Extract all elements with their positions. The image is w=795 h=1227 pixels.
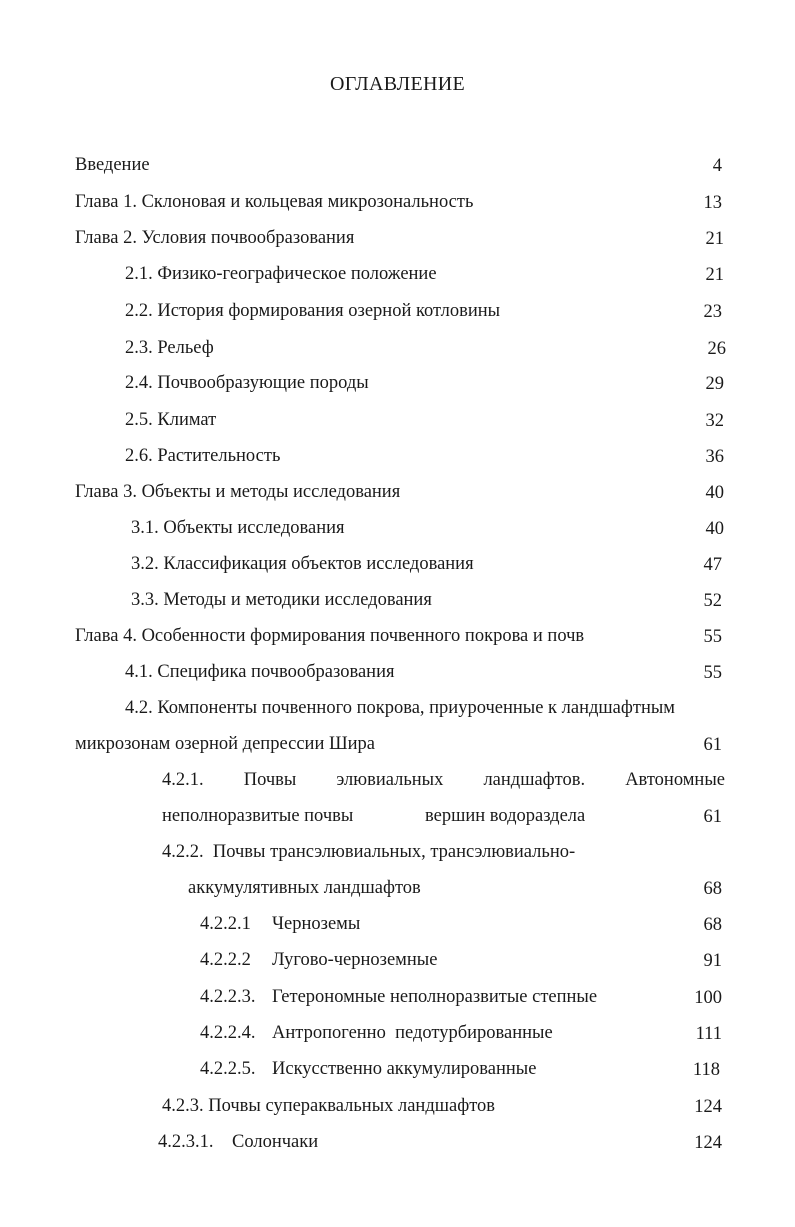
toc-entry-4-2: 4.2. Компоненты почвенного покрова, приуроченные к ландшафтным bbox=[125, 698, 675, 718]
toc-page-number: 118 bbox=[692, 1060, 720, 1080]
toc-page-number: 13 bbox=[703, 193, 722, 213]
toc-page-number: 47 bbox=[703, 555, 722, 575]
toc-entry-4-2-2-3: Гетерономные неполноразвитые степные bbox=[272, 987, 598, 1007]
toc-entry-4-2-3-1: Солончаки bbox=[232, 1132, 319, 1152]
toc-entry-2-1: 2.1. Физико-географическое положение bbox=[125, 264, 437, 284]
toc-page-number: 124 bbox=[694, 1097, 722, 1117]
toc-page-number: 52 bbox=[703, 591, 722, 611]
toc-entry-number: 4.2.2.4. bbox=[200, 1023, 256, 1043]
toc-entry-chapter-4: Глава 4. Особенности формирования почвенного покрова и почв bbox=[75, 626, 585, 646]
toc-page-number: 32 bbox=[705, 411, 724, 431]
toc-page-number: 29 bbox=[705, 374, 724, 394]
toc-entry-2-4: 2.4. Почвообразующие породы bbox=[125, 373, 369, 393]
toc-entry-4-2-2: 4.2.2. Почвы трансэлювиальных, трансэлювиально- bbox=[162, 842, 576, 862]
toc-entry-2-5: 2.5. Климат bbox=[125, 410, 217, 430]
toc-entry-4-2-3: 4.2.3. Почвы супераквальных ландшафтов bbox=[162, 1096, 496, 1116]
toc-page-number: 68 bbox=[703, 915, 722, 935]
toc-page-number: 26 bbox=[707, 339, 726, 359]
toc-entry-2-3: 2.3. Рельеф bbox=[125, 338, 214, 358]
toc-entry-4-2-1-cont2: вершин водораздела bbox=[425, 806, 586, 826]
toc-entry-4-2-2-cont: аккумулятивных ландшафтов bbox=[188, 878, 421, 898]
toc-page-number: 40 bbox=[705, 483, 724, 503]
toc-page-number: 40 bbox=[705, 519, 724, 539]
toc-entry-4-1: 4.1. Специфика почвообразования bbox=[125, 662, 395, 682]
toc-entry-4-2-1-cont: неполноразвитые почвы bbox=[162, 806, 354, 826]
toc-entry-2-2: 2.2. История формирования озерной котловины bbox=[125, 301, 501, 321]
toc-page-number: 111 bbox=[695, 1024, 722, 1044]
page-title: ОГЛАВЛЕНИЕ bbox=[330, 73, 465, 95]
toc-page-number: 124 bbox=[694, 1133, 722, 1153]
toc-entry-chapter-3: Глава 3. Объекты и методы исследования bbox=[75, 482, 401, 502]
toc-page-number: 21 bbox=[705, 265, 724, 285]
toc-entry-number: 4.2.2.5. bbox=[200, 1059, 256, 1079]
toc-page-number: 68 bbox=[703, 879, 722, 899]
toc-word: Автономные bbox=[625, 770, 725, 790]
toc-page-number: 21 bbox=[705, 229, 724, 249]
toc-entry-number: 4.2.2.1 bbox=[200, 914, 251, 934]
toc-word: Почвы bbox=[243, 770, 297, 790]
toc-entry-intro: Введение bbox=[75, 155, 150, 175]
toc-entry-4-2-2-1: Черноземы bbox=[272, 914, 361, 934]
toc-entry-chapter-1: Глава 1. Склоновая и кольцевая микрозональность bbox=[75, 192, 474, 212]
toc-entry-3-3: 3.3. Методы и методики исследования bbox=[131, 590, 432, 610]
toc-page-number: 23 bbox=[703, 302, 722, 322]
toc-entry-number: 4.2.2.2 bbox=[200, 950, 251, 970]
toc-entry-number: 4.2.2.3. bbox=[200, 987, 256, 1007]
toc-entry-3-2: 3.2. Классификация объектов исследования bbox=[131, 554, 474, 574]
toc-entry-4-2-2-5: Искусственно аккумулированные bbox=[272, 1059, 537, 1079]
toc-entry-number: 4.2.3.1. bbox=[158, 1132, 214, 1152]
toc-word: ландшафтов. bbox=[483, 770, 586, 790]
toc-page-number: 61 bbox=[703, 735, 722, 755]
toc-entry-3-1: 3.1. Объекты исследования bbox=[131, 518, 345, 538]
toc-page-number: 100 bbox=[694, 988, 722, 1008]
toc-word: элювиальных bbox=[336, 770, 444, 790]
toc-page-number: 55 bbox=[703, 627, 722, 647]
toc-page-number: 4 bbox=[712, 156, 722, 176]
toc-entry-4-2-2-4: Антропогенно педотурбированные bbox=[272, 1023, 553, 1043]
toc-entry-chapter-2: Глава 2. Условия почвообразования bbox=[75, 228, 355, 248]
toc-page-number: 91 bbox=[703, 951, 722, 971]
toc-entry-number: 4.2.1. bbox=[162, 770, 204, 790]
toc-page-number: 36 bbox=[705, 447, 724, 467]
toc-page-number: 61 bbox=[703, 807, 722, 827]
toc-entry-4-2-2-2: Лугово-черноземные bbox=[272, 950, 438, 970]
toc-entry-4-2-1 bbox=[162, 768, 725, 792]
toc-page-number: 55 bbox=[703, 663, 722, 683]
toc-entry-2-6: 2.6. Растительность bbox=[125, 446, 281, 466]
toc-entry-4-2-cont: микрозонам озерной депрессии Шира bbox=[75, 734, 376, 754]
